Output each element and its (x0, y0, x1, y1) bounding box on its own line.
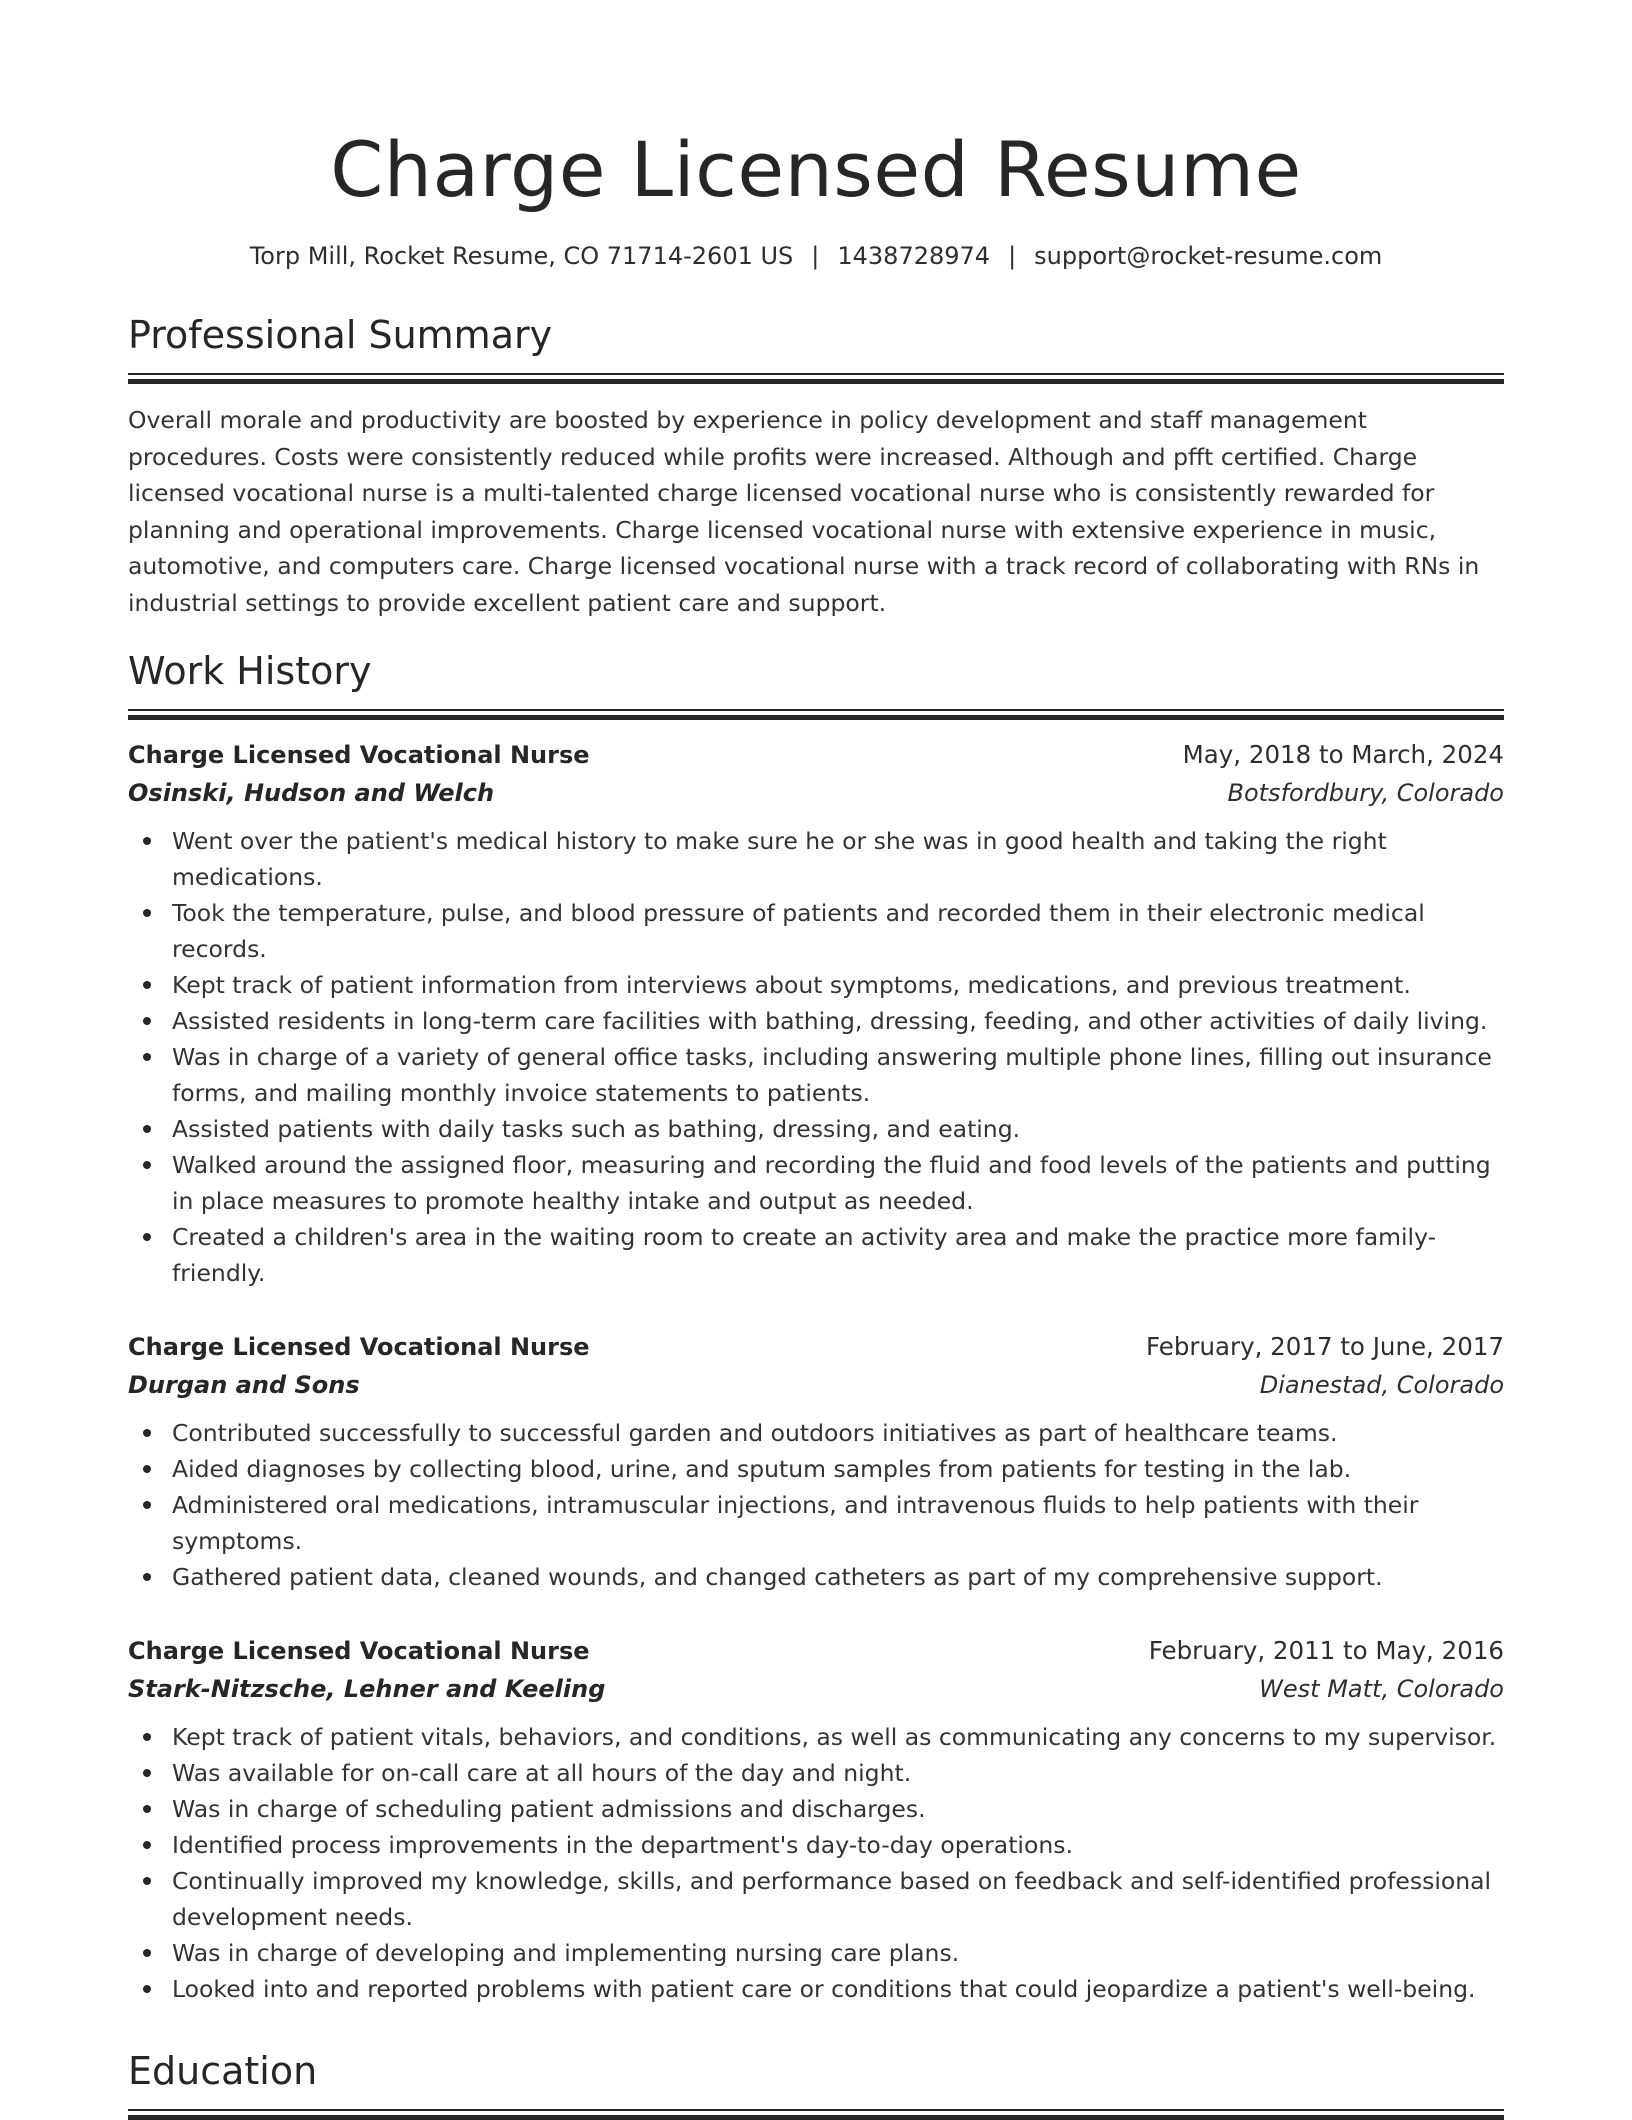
job-bullet: Kept track of patient information from interviews about symptoms, medications, and previous treatment. (172, 967, 1504, 1003)
job-bullet: Went over the patient's medical history to make sure he or she was in good health and taking the right medications. (172, 823, 1504, 895)
job-header (128, 1633, 1504, 1669)
contact-separator: | (1008, 242, 1017, 270)
job-title: Charge Licensed Vocational Nurse (128, 1637, 590, 1665)
job-bullet: Administered oral medications, intramuscular injections, and intravenous fluids to help patients with their symptoms. (172, 1487, 1504, 1559)
section-divider (128, 2109, 1504, 2111)
job-bullet: Identified process improvements in the department's day-to-day operations. (172, 1827, 1504, 1863)
job-bullet: Contributed successfully to successful garden and outdoors initiatives as part of healthcare teams. (172, 1415, 1504, 1451)
job-bullet: Aided diagnoses by collecting blood, urine, and sputum samples from patients for testing in the lab. (172, 1451, 1504, 1487)
job-header (128, 1329, 1504, 1365)
job-bullet: Was in charge of developing and implementing nursing care plans. (172, 1935, 1504, 1971)
section-title-summary: Professional Summary (128, 313, 553, 357)
job-title: Charge Licensed Vocational Nurse (128, 1333, 590, 1361)
education-section (128, 2047, 1504, 2111)
job-bullets (128, 823, 1504, 1291)
job-company: Osinski, Hudson and Welch (128, 779, 495, 807)
job-location: Dianestad, Colorado (1259, 1371, 1504, 1399)
job-bullet: Walked around the assigned floor, measuring and recording the fluid and food levels of the patients and putting in place measures to promote healthy intake and output as needed. (172, 1147, 1504, 1219)
job-company: Stark-Nitzsche, Lehner and Keeling (128, 1675, 606, 1703)
job-company: Durgan and Sons (128, 1371, 360, 1399)
job-entry (128, 1633, 1504, 2007)
job-location: Botsfordbury, Colorado (1227, 779, 1504, 807)
job-bullet: Gathered patient data, cleaned wounds, and changed catheters as part of my comprehensive support. (172, 1559, 1504, 1595)
professional-summary-section (128, 311, 1504, 621)
job-bullet: Was available for on-call care at all hours of the day and night. (172, 1755, 1504, 1791)
job-bullets (128, 1415, 1504, 1595)
job-bullet: Was in charge of a variety of general office tasks, including answering multiple phone lines, filling out insurance forms, and mailing monthly invoice statements to patients. (172, 1039, 1504, 1111)
job-header (128, 737, 1504, 773)
job-list (128, 737, 1504, 2007)
section-title-education: Education (128, 2049, 318, 2093)
job-entry (128, 737, 1504, 1291)
job-subheader (128, 1669, 1504, 1709)
job-bullet: Assisted residents in long-term care facilities with bathing, dressing, feeding, and other activities of daily living. (172, 1003, 1504, 1039)
job-bullets (128, 1719, 1504, 2007)
job-bullet: Was in charge of scheduling patient admissions and discharges. (172, 1791, 1504, 1827)
contact-line (128, 241, 1504, 271)
resume-name: Charge Licensed Resume (330, 125, 1302, 214)
contact-address: Torp Mill, Rocket Resume, CO 71714-2601 US (249, 242, 794, 270)
job-subheader (128, 773, 1504, 813)
section-title-work: Work History (128, 649, 372, 693)
job-dates: February, 2017 to June, 2017 (1146, 1332, 1504, 1361)
job-dates: February, 2011 to May, 2016 (1148, 1636, 1504, 1665)
job-bullet: Looked into and reported problems with patient care or conditions that could jeopardize a patient's well-being. (172, 1971, 1504, 2007)
job-title: Charge Licensed Vocational Nurse (128, 741, 590, 769)
job-bullet: Kept track of patient vitals, behaviors, and conditions, as well as communicating any concerns to my supervisor. (172, 1719, 1504, 1755)
section-divider (128, 373, 1504, 375)
contact-phone: 1438728974 (837, 242, 991, 270)
resume-page (128, 0, 1504, 2111)
contact-email: support@rocket-resume.com (1034, 242, 1383, 270)
job-bullet: Created a children's area in the waiting room to create an activity area and make the practice more family-friendly. (172, 1219, 1504, 1291)
job-subheader (128, 1365, 1504, 1405)
job-entry (128, 1329, 1504, 1595)
job-dates: May, 2018 to March, 2024 (1182, 740, 1504, 769)
work-history-section (128, 647, 1504, 2007)
summary-text: Overall morale and productivity are boosted by experience in policy development and staff management procedures. Costs were consistently reduced while profits were increased. Although and pfft certified. Charge licensed vocational nurse is a multi-talented charge licensed vocational nurse who is consistently rewarded for planning and operational improvements. Charge licensed vocational nurse with extensive experience in music, automotive, and computers care. Charge licensed vocational nurse with a track record of collaborating with RNs in industrial settings to provide excellent patient care and support. (128, 406, 1480, 617)
job-bullet: Took the temperature, pulse, and blood pressure of patients and recorded them in their electronic medical records. (172, 895, 1504, 967)
job-bullet: Continually improved my knowledge, skills, and performance based on feedback and self-identified professional development needs. (172, 1863, 1504, 1935)
contact-separator: | (811, 242, 820, 270)
job-bullet: Assisted patients with daily tasks such as bathing, dressing, and eating. (172, 1111, 1504, 1147)
job-location: West Matt, Colorado (1259, 1675, 1504, 1703)
section-divider (128, 709, 1504, 711)
